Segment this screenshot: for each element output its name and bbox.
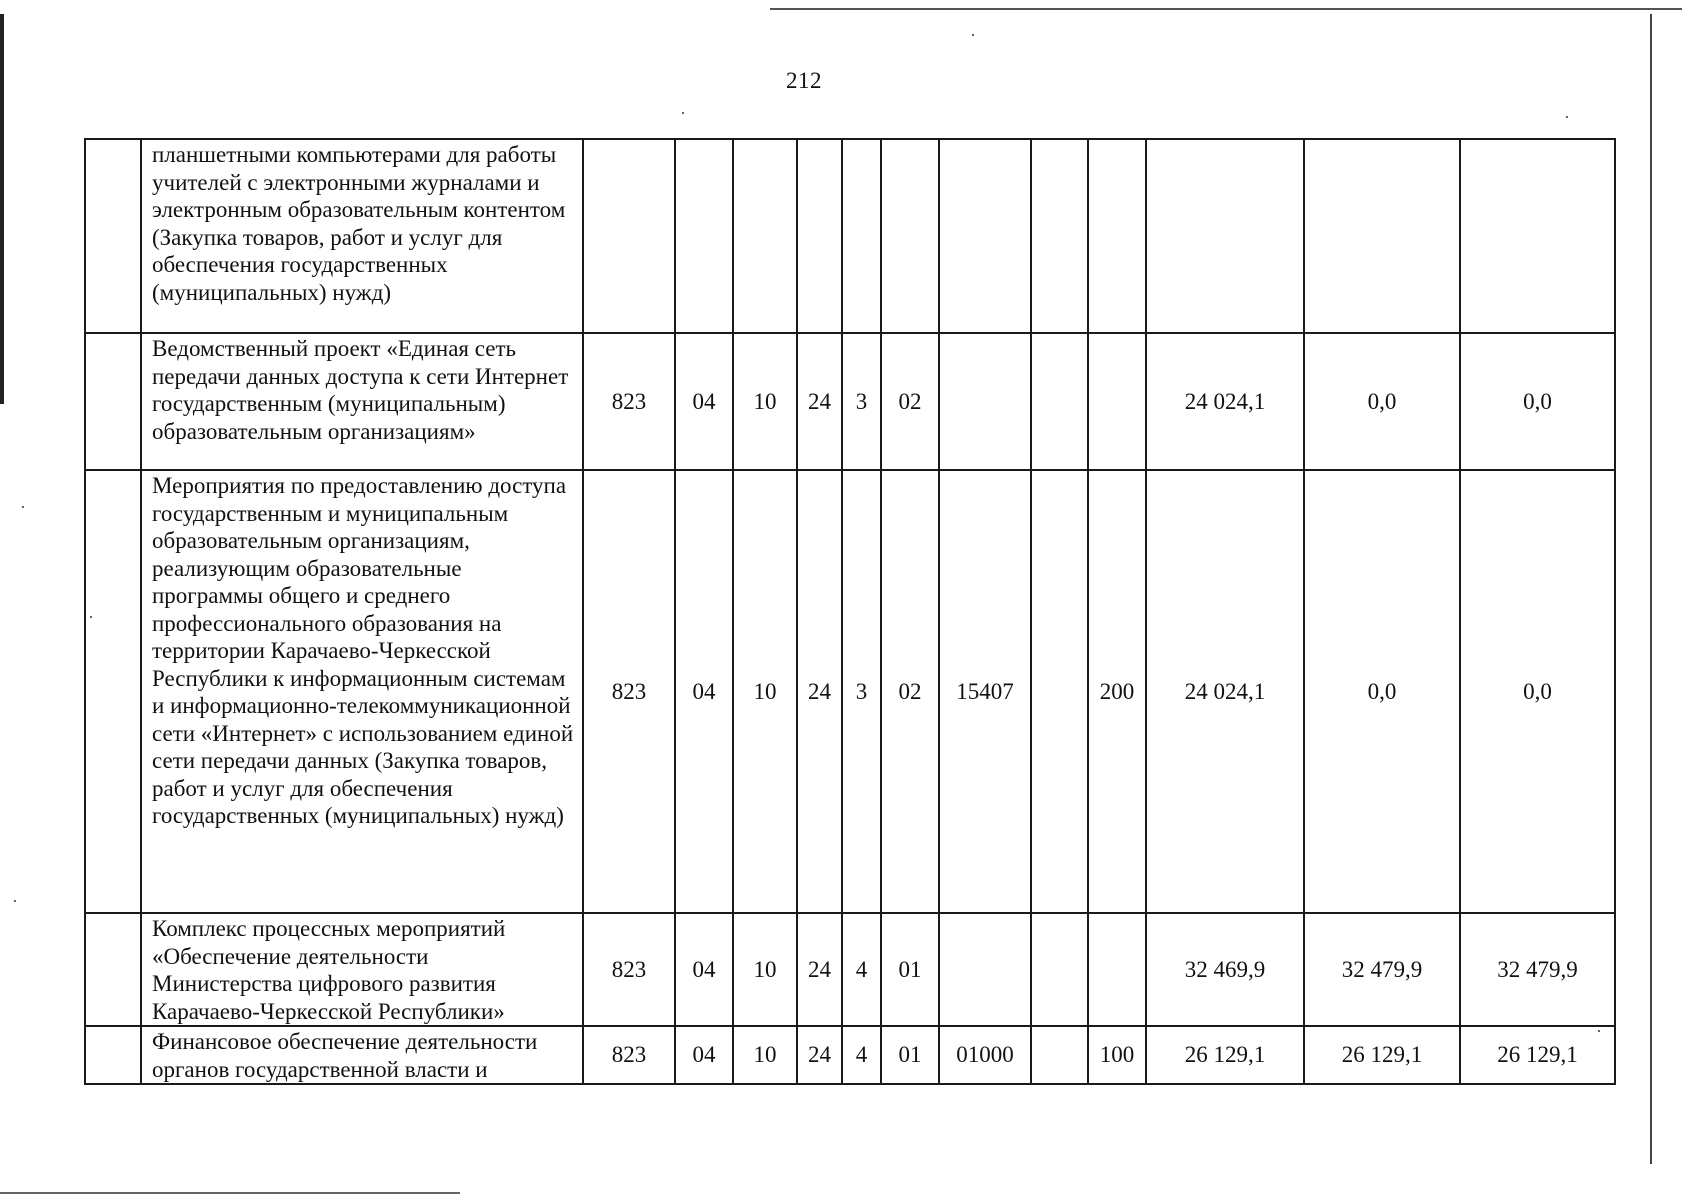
sum-year3-cell: 26 129,1 — [1460, 1026, 1615, 1084]
rz-cell: 04 — [675, 470, 733, 913]
cs-direction-cell: 01000 — [939, 1026, 1031, 1084]
ved-cell — [583, 139, 675, 333]
rz-cell — [675, 139, 733, 333]
cs-type-cell: 4 — [842, 913, 881, 1026]
cs-extra-cell — [1031, 470, 1088, 913]
sum-year1-cell: 26 129,1 — [1146, 1026, 1304, 1084]
row-index-cell — [85, 1026, 141, 1084]
cs-extra-cell — [1031, 333, 1088, 470]
page-number: 212 — [786, 68, 822, 93]
vr-cell — [1088, 139, 1146, 333]
cs-direction-cell: 15407 — [939, 470, 1031, 913]
cs-extra-cell — [1031, 913, 1088, 1026]
scan-edge-bottom — [0, 1192, 460, 1194]
scan-speck — [1566, 116, 1568, 118]
rz-cell: 04 — [675, 333, 733, 470]
sum-year1-cell: 32 469,9 — [1146, 913, 1304, 1026]
pr-cell: 10 — [733, 333, 797, 470]
pr-cell — [733, 139, 797, 333]
sum-year2-cell: 26 129,1 — [1304, 1026, 1460, 1084]
cs-direction-cell — [939, 913, 1031, 1026]
cs-event-cell — [881, 139, 939, 333]
table-row — [85, 139, 1615, 333]
scan-edge-left — [0, 14, 4, 404]
scan-speck — [682, 112, 684, 114]
sum-year2-cell: 0,0 — [1304, 470, 1460, 913]
cs-program-cell: 24 — [797, 1026, 842, 1084]
row-index-cell — [85, 333, 141, 470]
cs-event-cell: 01 — [881, 1026, 939, 1084]
sum-year3-cell: 0,0 — [1460, 333, 1615, 470]
ved-cell: 823 — [583, 913, 675, 1026]
sum-year3-cell — [1460, 139, 1615, 333]
row-index-cell — [85, 913, 141, 1026]
row-index-cell — [85, 470, 141, 913]
cs-event-cell: 02 — [881, 470, 939, 913]
sum-year3-cell: 0,0 — [1460, 470, 1615, 913]
sum-year1-cell — [1146, 139, 1304, 333]
cs-extra-cell — [1031, 139, 1088, 333]
table-row — [85, 1026, 1615, 1084]
sum-year3-cell: 32 479,9 — [1460, 913, 1615, 1026]
vr-cell — [1088, 333, 1146, 470]
cs-direction-cell — [939, 333, 1031, 470]
budget-table — [84, 138, 1616, 1085]
rz-cell: 04 — [675, 913, 733, 1026]
sum-year1-cell: 24 024,1 — [1146, 333, 1304, 470]
vr-cell: 200 — [1088, 470, 1146, 913]
table-row — [85, 333, 1615, 470]
rz-cell: 04 — [675, 1026, 733, 1084]
item-name-cell: планшетными компьютерами для работы учителей с электронными журналами и электронным образовательным контентом (Закупка товаров, работ и услуг для обеспечения государственных (муниципальных) нужд) — [141, 139, 583, 333]
cs-event-cell: 02 — [881, 333, 939, 470]
table-row — [85, 470, 1615, 913]
item-name-cell: Мероприятия по предоставлению доступа государственным и муниципальным образовательным организациям, реализующим образовательные программы общего и среднего профессионального образования на территории Карачаево-Черкесской Республики к информационным системам и информационно-телекоммуникационной сети «Интернет» с использованием единой сети передачи данных (Закупка товаров, работ и услуг для обеспечения государственных (муниципальных) нужд) — [141, 470, 583, 913]
scan-edge-top — [770, 8, 1682, 10]
cs-program-cell: 24 — [797, 333, 842, 470]
table-row — [85, 913, 1615, 1026]
vr-cell — [1088, 913, 1146, 1026]
scan-speck — [22, 506, 24, 508]
cs-program-cell — [797, 139, 842, 333]
scan-speck — [972, 34, 974, 36]
cs-program-cell: 24 — [797, 470, 842, 913]
cs-type-cell: 3 — [842, 470, 881, 913]
sum-year2-cell — [1304, 139, 1460, 333]
sum-year1-cell: 24 024,1 — [1146, 470, 1304, 913]
cs-type-cell — [842, 139, 881, 333]
cs-event-cell: 01 — [881, 913, 939, 1026]
scan-speck — [14, 900, 16, 902]
row-index-cell — [85, 139, 141, 333]
scan-edge-right — [1650, 14, 1652, 1164]
cs-program-cell: 24 — [797, 913, 842, 1026]
sum-year2-cell: 0,0 — [1304, 333, 1460, 470]
item-name-cell: Комплекс процессных мероприятий «Обеспечение деятельности Министерства цифрового развития Карачаево-Черкесской Республики» — [141, 913, 583, 1026]
item-name-cell: Ведомственный проект «Единая сеть передачи данных доступа к сети Интернет государственным (муниципальным) образовательным организациям» — [141, 333, 583, 470]
pr-cell: 10 — [733, 470, 797, 913]
cs-extra-cell — [1031, 1026, 1088, 1084]
vr-cell: 100 — [1088, 1026, 1146, 1084]
ved-cell: 823 — [583, 333, 675, 470]
pr-cell: 10 — [733, 913, 797, 1026]
item-name-cell: Финансовое обеспечение деятельности органов государственной власти и — [141, 1026, 583, 1084]
cs-type-cell: 3 — [842, 333, 881, 470]
ved-cell: 823 — [583, 1026, 675, 1084]
cs-direction-cell — [939, 139, 1031, 333]
ved-cell: 823 — [583, 470, 675, 913]
cs-type-cell: 4 — [842, 1026, 881, 1084]
sum-year2-cell: 32 479,9 — [1304, 913, 1460, 1026]
pr-cell: 10 — [733, 1026, 797, 1084]
